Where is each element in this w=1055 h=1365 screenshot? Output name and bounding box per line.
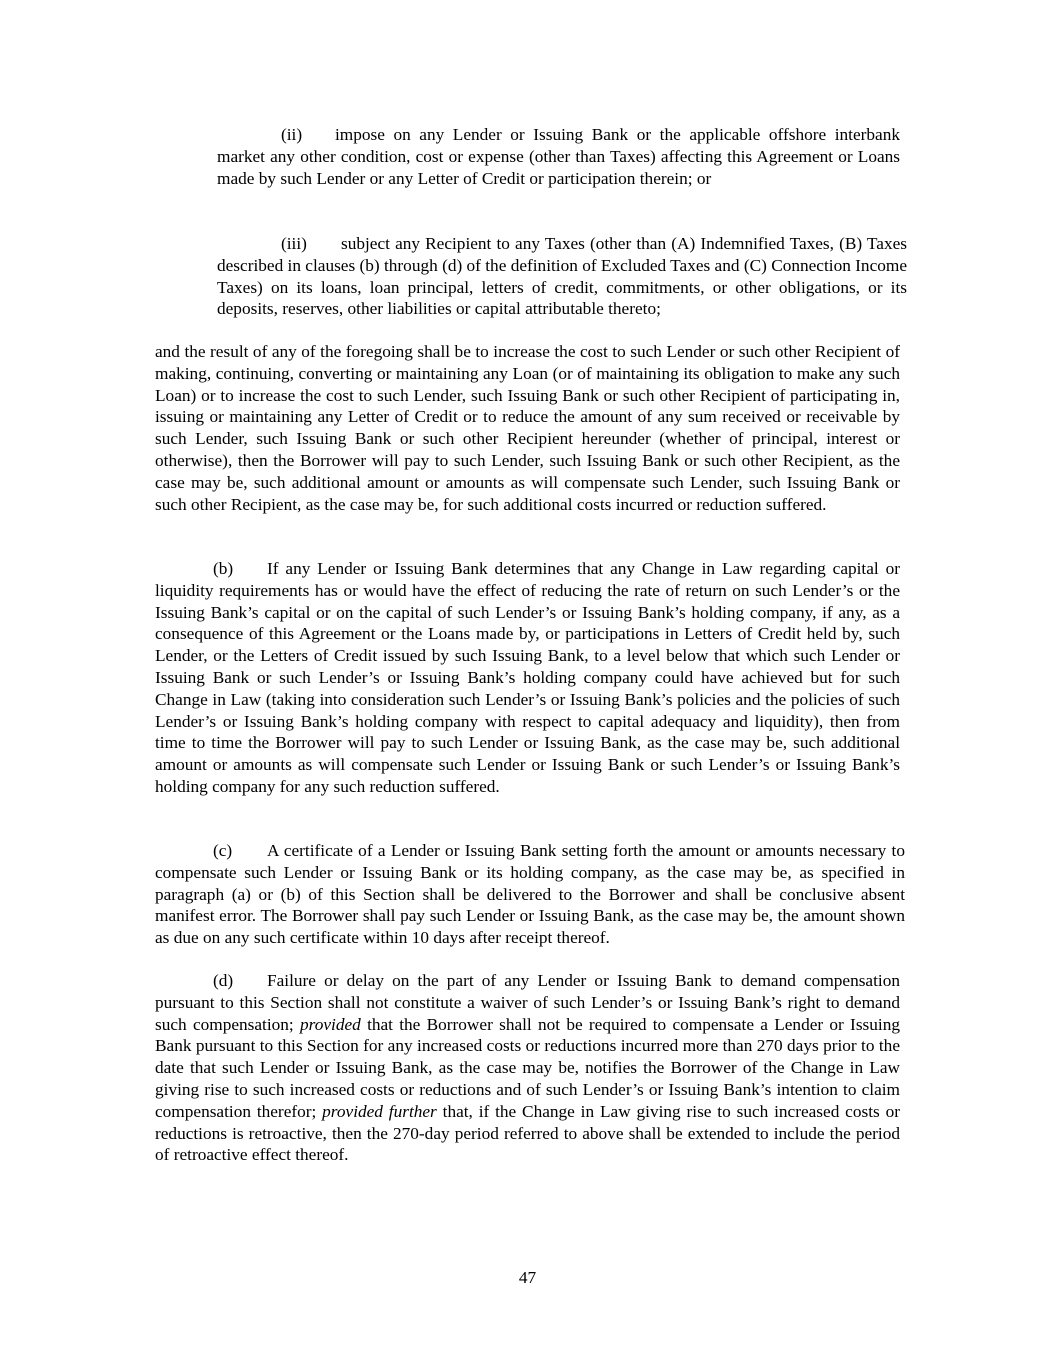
- continuation-text: and the result of any of the foregoing shall be to increase the cost to such Lender or such other Recipient of making, continuing, converting or maintaining any Loan (or of maintaining its obligation to make any such Loan) or to increase the cost to such Lender, such Issuing Bank or such other Recipient of participating in, issuing or maintaining any Letter of Credit or to reduce the amount of any sum received or receivable by such Lender, such Issuing Bank or such other Recipient hereunder (whether of principal, interest or otherwise), then the Borrower will pay to such Lender, such Issuing Bank or such other Recipient, as the case may be, such additional amount or amounts as will compensate such Lender, such Issuing Bank or such other Recipient, as the case may be, for such additional costs incurred or reduction suffered.: [155, 342, 900, 514]
- section-d-text-2: that the Borrower shall not be required to compensate a Lender or Issuing Bank pursuant to this Section for any increased costs or reductions incurred more than 270 days prior to the date that such Lender or Issuing Bank, as the case may be, notifies the Borrower of the Change in Law giving rise to such increased costs or reductions and of such Lender’s or Issuing Bank’s intention to claim compensation therefor;: [155, 1014, 900, 1121]
- page-number: 47: [518, 1268, 537, 1287]
- section-b-text: If any Lender or Issuing Bank determines that any Change in Law regarding capital or liquidity requirements has or would have the effect of reducing the rate of return on such Lender’s or the Issuing Bank’s capital or on the capital of such Lender’s or Issuing Bank’s holding company, if any, as a consequence of this Agreement or the Loans made by, or participations in Letters of Credit held by, such Lender, or the Letters of Credit issued by such Issuing Bank, to a level below that which such Lender or Issuing Bank or such Lender’s or Issuing Bank’s holding company could have achieved but for such Change in Law (taking into consideration such Lender’s or Issuing Bank’s policies and the policies of such Lender’s or Issuing Bank’s holding company with respect to capital adequacy and liquidity), then from time to time the Borrower will pay to such Lender or Issuing Bank, as the case may be, such additional amount or amounts as will compensate such Lender or Issuing Bank or such Lender’s or Issuing Bank’s holding company for any such reduction suffered.: [155, 559, 900, 796]
- section-b: [155, 558, 900, 798]
- section-d: [155, 970, 900, 1166]
- clause-iii-text: subject any Recipient to any Taxes (other than (A) Indemnified Taxes, (B) Taxes described in clauses (b) through (d) of the definition of Excluded Taxes and (C) Connection Income Taxes) on its loans, loan principal, letters of credit, commitments, or other obligations, or its deposits, reserves, other liabilities or capital attributable thereto;: [217, 234, 908, 319]
- section-d-text-1: Failure or delay on the part of any Lender or Issuing Bank to demand compensation pursuant to this Section shall not constitute a waiver of such Lender’s or Issuing Bank’s right to demand such compensation;: [155, 971, 900, 1034]
- clause-ii-text: impose on any Lender or Issuing Bank or the applicable offshore interbank market any other condition, cost or expense (other than Taxes) affecting this Agreement or Loans made by such Lender or any Letter of Credit or participation therein; or: [217, 125, 900, 188]
- clause-iii-label: (iii): [281, 234, 307, 253]
- section-c-label: (c): [213, 841, 233, 860]
- section-c: [155, 840, 905, 949]
- clause-ii-label: (ii): [281, 125, 303, 144]
- section-b-label: (b): [213, 559, 234, 578]
- section-d-label: (d): [213, 971, 234, 990]
- continuation-paragraph: [155, 341, 900, 515]
- section-c-text: A certificate of a Lender or Issuing Bank setting forth the amount or amounts necessary to compensate such Lender or Issuing Bank or its holding company, as the case may be, as specified in paragraph (a) or (b) of this Section shall be delivered to the Borrower and shall be conclusive absent manifest error. The Borrower shall pay such Lender or Issuing Bank, as the case may be, the amount shown as due on any such certificate within 10 days after receipt thereof.: [155, 841, 905, 948]
- section-d-text-3: that, if the Change in Law giving rise to such increased costs or reductions is retroactive, then the 270-day period referred to above shall be extended to include the period of retroactive effect thereof.: [155, 1101, 900, 1165]
- clause-iii: [217, 233, 907, 320]
- section-d-proviso-further: provided further: [322, 1101, 437, 1121]
- clause-ii: [217, 124, 900, 189]
- section-d-proviso: provided: [300, 1014, 361, 1034]
